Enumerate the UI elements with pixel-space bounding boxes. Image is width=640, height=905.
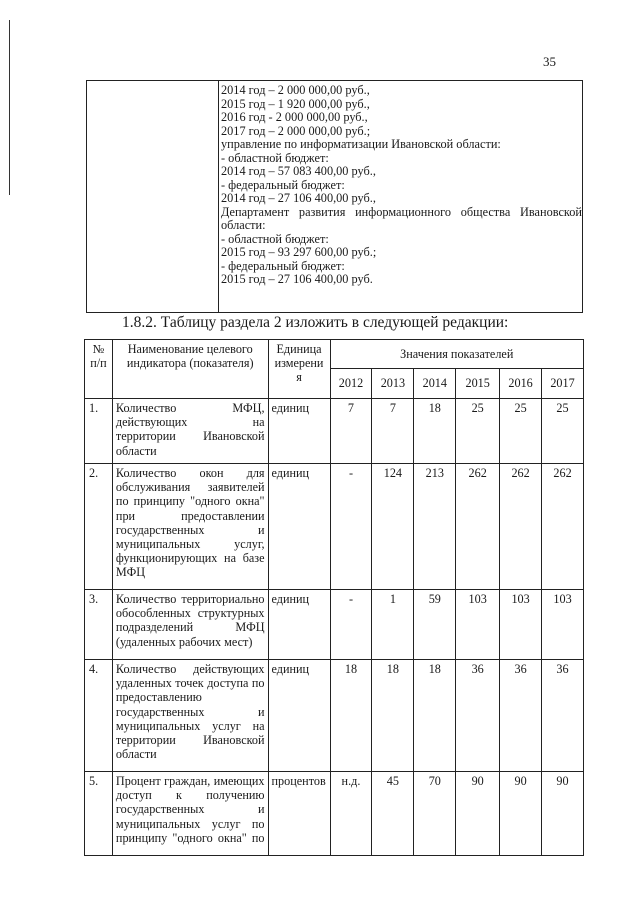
row-value: 18 bbox=[330, 660, 372, 772]
row-value: 70 bbox=[414, 772, 456, 856]
row-unit: единиц bbox=[268, 399, 330, 464]
table-row bbox=[85, 399, 584, 464]
row-value: 90 bbox=[456, 772, 500, 856]
row-name-line: Процент граждан, имеющих bbox=[115, 774, 265, 788]
row-value: 45 bbox=[372, 772, 414, 856]
funding-line: области: bbox=[221, 218, 266, 232]
row-value: н.д. bbox=[330, 772, 372, 856]
row-name bbox=[112, 464, 268, 590]
row-name-line: по принципу "одного окна" bbox=[115, 494, 265, 509]
row-name-line: государственных и bbox=[115, 522, 265, 537]
row-name-line: Количество территориально bbox=[115, 592, 265, 606]
row-name-line: территории Ивановской bbox=[115, 733, 265, 748]
funding-line: Департамент развития информационного общества Ивановской bbox=[221, 204, 582, 219]
row-value: 59 bbox=[414, 590, 456, 660]
row-value: 1 bbox=[372, 590, 414, 660]
section-heading: 1.8.2. Таблицу раздела 2 изложить в следующей редакции: bbox=[122, 314, 509, 331]
header-year: 2016 bbox=[500, 369, 542, 399]
funding-line: - федеральный бюджет: bbox=[221, 258, 345, 273]
funding-text-cell bbox=[219, 81, 583, 313]
row-name-line: доступ к получению bbox=[115, 788, 265, 803]
row-value: 103 bbox=[542, 590, 584, 660]
header-year: 2015 bbox=[456, 369, 500, 399]
row-name-line: предоставлению bbox=[115, 690, 202, 705]
header-values: Значения показателей bbox=[330, 340, 583, 369]
row-name-line: (удаленных рабочих мест) bbox=[115, 634, 253, 649]
row-value: - bbox=[330, 464, 372, 590]
funding-line: - федеральный бюджет: bbox=[221, 177, 345, 192]
funding-line: 2015 год – 1 920 000,00 руб., bbox=[221, 96, 370, 111]
row-name bbox=[112, 590, 268, 660]
table-row bbox=[85, 590, 584, 660]
header-name: Наименование целевого индикатора (показателя) bbox=[112, 340, 268, 399]
row-value: 7 bbox=[372, 399, 414, 464]
row-unit: единиц bbox=[268, 464, 330, 590]
row-name bbox=[112, 660, 268, 772]
row-name-line: области bbox=[115, 747, 157, 762]
row-name-line: муниципальных услуг по bbox=[115, 816, 265, 831]
row-name-line: государственных и bbox=[115, 802, 265, 817]
row-name bbox=[112, 772, 268, 856]
row-value: 25 bbox=[542, 399, 584, 464]
row-num: 4. bbox=[85, 660, 113, 772]
row-value: 18 bbox=[414, 660, 456, 772]
row-num: 5. bbox=[85, 772, 113, 856]
table-row bbox=[85, 772, 584, 856]
row-name-line: МФЦ bbox=[115, 565, 146, 580]
row-value: 18 bbox=[414, 399, 456, 464]
row-unit: процентов bbox=[268, 772, 330, 856]
row-value: 25 bbox=[500, 399, 542, 464]
funding-line: 2014 год – 2 000 000,00 руб., bbox=[221, 83, 370, 97]
funding-empty-cell bbox=[87, 81, 219, 313]
row-name bbox=[112, 399, 268, 464]
row-value: 262 bbox=[542, 464, 584, 590]
row-name-line: муниципальных услуг, bbox=[115, 537, 265, 552]
row-value: 90 bbox=[500, 772, 542, 856]
funding-line: - областной бюджет: bbox=[221, 150, 329, 165]
row-name-line: действующих на bbox=[115, 415, 265, 430]
row-value: 25 bbox=[456, 399, 500, 464]
row-unit: единиц bbox=[268, 660, 330, 772]
indicators-table bbox=[84, 339, 584, 856]
row-value: 36 bbox=[456, 660, 500, 772]
row-num: 3. bbox=[85, 590, 113, 660]
header-num: № п/п bbox=[85, 340, 113, 399]
row-value: 36 bbox=[542, 660, 584, 772]
row-name-line: территории Ивановской bbox=[115, 429, 265, 444]
funding-line: 2014 год – 57 083 400,00 руб., bbox=[221, 164, 376, 178]
funding-line: 2014 год – 27 106 400,00 руб., bbox=[221, 191, 376, 205]
row-value: 18 bbox=[372, 660, 414, 772]
row-value: 213 bbox=[414, 464, 456, 590]
funding-table-continuation bbox=[86, 80, 583, 313]
page-number: 35 bbox=[543, 54, 556, 69]
row-value: 36 bbox=[500, 660, 542, 772]
row-name-line: Количество окон для bbox=[115, 466, 265, 480]
row-num: 2. bbox=[85, 464, 113, 590]
row-name-line: Количество МФЦ, bbox=[115, 401, 265, 415]
row-value: 103 bbox=[456, 590, 500, 660]
funding-line: 2017 год – 2 000 000,00 руб.; bbox=[221, 123, 371, 138]
header-year: 2014 bbox=[414, 369, 456, 399]
row-name-line: при предоставлении bbox=[115, 508, 265, 523]
row-name-line: обособленных структурных bbox=[115, 606, 265, 621]
row-name-line: обслуживания заявителей bbox=[115, 480, 265, 495]
funding-line: 2015 год – 27 106 400,00 руб. bbox=[221, 272, 373, 286]
row-name-line: принципу "одного окна" по bbox=[115, 830, 265, 845]
funding-line: 2016 год - 2 000 000,00 руб., bbox=[221, 110, 368, 124]
table-row bbox=[85, 464, 584, 590]
row-value: 262 bbox=[500, 464, 542, 590]
row-value: - bbox=[330, 590, 372, 660]
row-value: 103 bbox=[500, 590, 542, 660]
row-value: 7 bbox=[330, 399, 372, 464]
header-year: 2013 bbox=[372, 369, 414, 399]
row-name-line: государственных и bbox=[115, 704, 265, 719]
row-unit: единиц bbox=[268, 590, 330, 660]
header-unit: Единица измерени я bbox=[268, 340, 330, 399]
header-year: 2012 bbox=[330, 369, 372, 399]
row-num: 1. bbox=[85, 399, 113, 464]
header-year: 2017 bbox=[542, 369, 584, 399]
row-value: 90 bbox=[542, 772, 584, 856]
row-name-line: муниципальных услуг на bbox=[115, 718, 265, 733]
row-value: 124 bbox=[372, 464, 414, 590]
table-row bbox=[85, 660, 584, 772]
funding-line: управление по информатизации Ивановской области: bbox=[221, 137, 501, 151]
row-name-line: функционирующих на базе bbox=[115, 551, 265, 566]
row-name-line: Количество действующих bbox=[115, 662, 265, 676]
margin-line bbox=[9, 20, 10, 195]
row-value: 262 bbox=[456, 464, 500, 590]
row-name-line: области bbox=[115, 443, 157, 458]
row-name-line: подразделений МФЦ bbox=[115, 620, 265, 635]
row-name-line: удаленных точек доступа по bbox=[115, 676, 265, 691]
funding-line: - областной бюджет: bbox=[221, 231, 329, 246]
funding-line: 2015 год – 93 297 600,00 руб.; bbox=[221, 245, 377, 259]
